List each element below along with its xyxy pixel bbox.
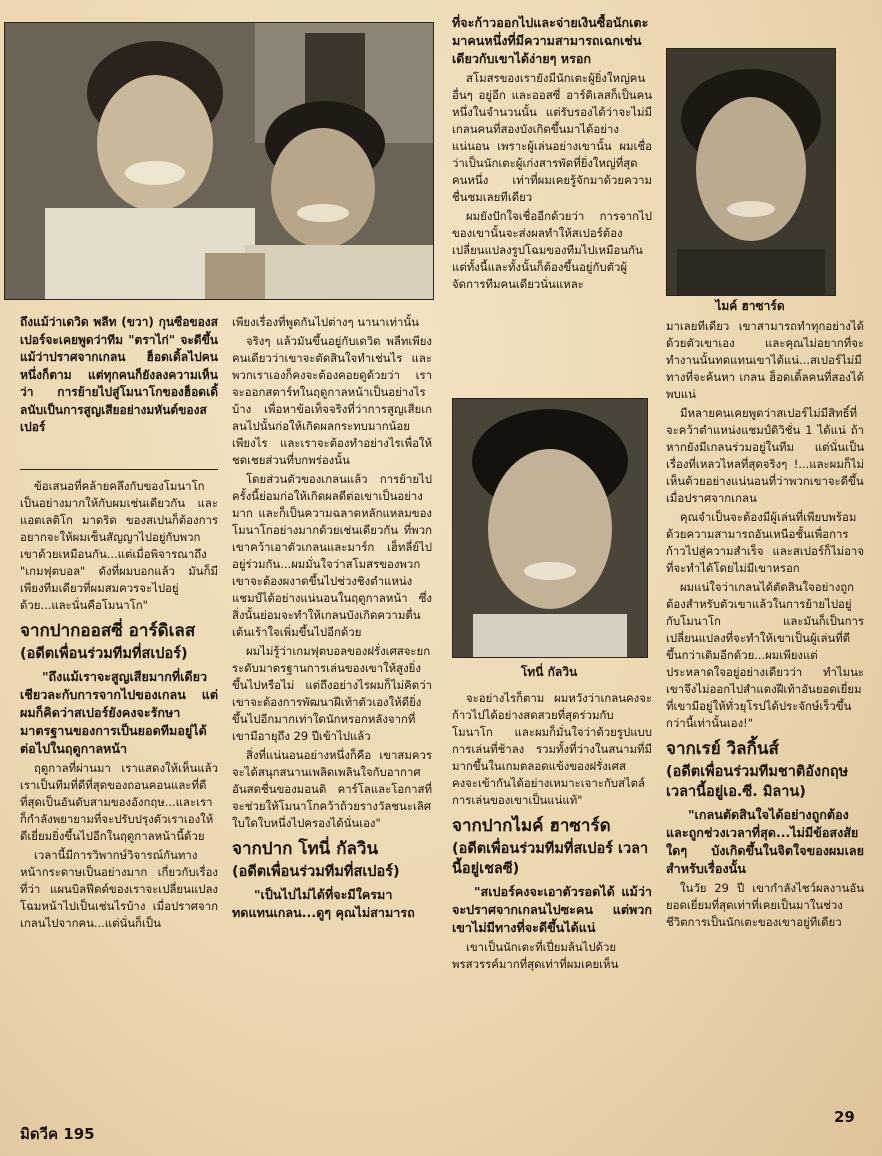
col1-heading: จากปากออสซี่ อาร์ดิเลส [20, 621, 196, 641]
col3-paragraph-3: จะอย่างไรก็ตาม ผมหวังว่าเกลนคงจะก้าวไปได้อย่างสดสวยที่สุดร่วมกับโมนาโก และผมก็มั่นใจว่าด้วยรูปแบบการเล่นที่ช้าลง รวมทั้งที่ว่างในสนามที่มีมากขึ้นในเกมตลอดแข้งของฝรั่งเศส คงจะเข้ากันได้อย่างเหมาะเจาะกับสไตล์การเล่นของเขาเป็นแน่แท้" [452, 691, 652, 807]
col1-paragraph-1: ข้อเสนอที่คล้ายคลึงกับของโมนาโก เป็นอย่างมากให้กับผมเช่นเดียวกัน และแอตเลติโก มาดริด ของสเปนก็ต้องการอยากจะให้ผมเซ็นสัญญาไปอยู่กับพวกเขาด้วยเหมือนกัน...แต่เมื่อพิจารณาถึง "เกมฟุตบอล" ดังที่ผมบอกแล้ว มันก็มีเพียงทีมเดียวที่ผมสมควรจะไปอยู่ด้วย...และนั่นคือโมนาโก" [20, 479, 218, 612]
column-4 [666, 318, 864, 1100]
col1-subheading: (อดีตเพื่อนร่วมทีมที่สเปอร์) [20, 646, 188, 662]
col2-paragraph-2: จริงๆ แล้วมันขึ้นอยู่กับเดวิด พลีทเพียงคนเดียวว่าเขาจะตัดสินใจทำเช่นไร และพวกเราเองก็คงจะต้องคอยดูด้วยว่า เราจะออกสตาร์ทในฤดูกาลหน้าเป็นอย่างไรบ้าง เพื่อหาข้อเท็จจริงที่ว่าการสูญเสียเกลนไปนั้นก่อให้เกิดผลกระทบมากน้อยเพียงไร และเราจะต้องทำอย่างไรเพื่อให้ชดเชยส่วนที่บกพร่องนั้น [232, 334, 432, 467]
col4-paragraph-2: มีหลายคนเคยพูดว่าสเปอร์ไม่มีสิทธิ์ที่จะคว้าตำแหน่งแชมป์ดิวิชั่น 1 ได้แน่ ถ้าหากยังมีเกลนร่วมอยู่ในทีม แต่นั่นเป็นเรื่องที่เหลวไหลที่สุดจริงๆ !...และผมก็ไม่เห็นด้วยอย่างแน่นอนที่ว่าพวกเขาจะดีขึ้นเมื่อปราศจากเกลน [666, 406, 864, 505]
col2-subheading: (อดีตเพื่อนร่วมทีมที่สเปอร์) [232, 864, 400, 880]
caption-tony-galvin: โทนี่ กัลวิน [520, 665, 578, 679]
col2-paragraph-4: ผมไม่รู้ว่าเกมฟุตบอลของฝรั่งเศสจะยกระดับมาตรฐานการเล่นของเขาให้สูงยิ่งขึ้นไปหรือไม่ แต่ถึงอย่างไรผมก็ไม่คิดว่าเขาจะต้องการพัฒนาฝีเท้าตัวเองให้ดียิ่งขึ้นไปอีกมากเท่าใดนักหรอกหลังจากที่เขามีอายุถึง 29 ปีเข้าไปแล้ว [232, 644, 432, 743]
column-2 [232, 314, 432, 1096]
photo-mike-hazard [666, 48, 836, 296]
caption-mike-hazard: ไมค์ ฮาซาร์ด [715, 299, 785, 313]
column-3-bottom [452, 690, 652, 1098]
col3-quote-top: ที่จะก้าวออกไปและจ่ายเงินซื้อนักเตะมาคนหนึ่งที่มีความสามารถเฉกเช่นเดียวกับเขาได้ง่ายๆ หรอก [452, 15, 649, 66]
col1-quote: "ถึงแม้เราจะสูญเสียมากที่เดียวเชียวละกับการจากไปของเกลน แต่ผมก็คิดว่าสเปอร์ยังคงจะรักษามาตรฐานของการเป็นยอดทีมอยู่ได้ต่อไปในฤดูกาลหน้า [20, 669, 218, 756]
col2-quote: "เป็นไปไม่ได้ที่จะมีใครมาทดแทนเกลน...ดูๆ คุณไม่สามารถ [232, 887, 415, 920]
caption-text: ถึงแม้ว่าเดวิด พลีท (ขวา) กุนซือของสเปอร์จะเคยพูดว่าทีม "ตราไก่" จะดีขึ้น แม้ว่าปราศจากเกลน ฮ็อดเดิ้ลไปคนหนึ่งก็ตาม แต่ทุกคนก็ยังลงความเห็นว่า การย้ายไปสู่โมนาโกของฮ็อดเดิ้ลนับเป็นการสูญเสียอย่างมหันต์ของสเปอร์ [20, 315, 218, 434]
photo-two-men [4, 22, 434, 300]
photo-two-men-drawing [5, 23, 433, 299]
col4-paragraph-1: มาเลยทีเดียว เขาสามารถทำทุกอย่างได้ด้วยตัวเขาเอง และคุณไม่อยากที่จะทำงานนั้นทดแทนเขาได้แน่...สเปอร์ไม่มีทางที่จะค้นหา เกลน ฮ็อดเดิ้ลคนที่สองได้พบแน่ [666, 319, 864, 401]
col2-paragraph-1: เพียงเรื่องที่พูดกันไปต่างๆ นานาเท่านั้น [232, 315, 419, 329]
col2-paragraph-3: โดยส่วนตัวของเกลนแล้ว การย้ายไปครั้งนี้ย่อมก่อให้เกิดผลดีต่อเขาเป็นอย่างมาก และก็เป็นความฉลาดหลักแหลมของโมนาโกอย่างมากด้วยเช่นเดียวกัน ที่พวกเขาคว้าเอาตัวเกลนและมาร์ก เฮ็ทลี่ย์ไปอยู่ร่วมกัน...ผมมั่นใจว่าสโมสรของพวกเขาจะต้องผงาดขึ้นไปช่วงชิงตำแหน่งแชมป์ได้อย่างแน่นอนในฤดูกาลหน้า ซึ่งสิ่งนั้นย่อมจะทำให้เกลนบังเกิดความตื่นเต้นเร้าใจเพิ่มขึ้นไปอีกด้วย [232, 472, 432, 639]
col4-paragraph-3: คุณจำเป็นจะต้องมีผู้เล่นที่เพียบพร้อมด้วยความสามารถอันเหนือชั้นเพื่อการก้าวไปสู่ความสำเร็จ และสเปอร์ก็ไม่อาจที่จะทำได้โดยไม่มีเขาหรอก [666, 510, 864, 575]
col4-quote: "เกลนตัดสินใจได้อย่างถูกต้อง และถูกช่วงเวลาที่สุด...ไม่มีข้อสงสัยใดๆ บังเกิดขึ้นในจิตใจของผมเลยสำหรับเรื่องนั้น [666, 807, 864, 876]
col4-paragraph-4: ผมแน่ใจว่าเกลนได้ตัดสินใจอย่างถูกต้องสำหรับตัวเขาแล้วในการย้ายไปอยู่กับโมนาโก และมันก็เป็นการเปลี่ยนแปลงที่จะทำให้เขาเป็นผู้เล่นที่ดีขึ้นกว่าเดิมอีกด้วย...ผมเพียงแต่ประหลาดใจอยู่อย่างเดียวว่า ทำไมนะเขาจึงไม่ออกไปสำแดงฝีเท้าอันยอดเยี่ยมที่เขามีอยู่ให้ทั่วยุโรปได้ประจักษ์เร็วขึ้นกว่านี้เท่านั้นเอง!" [666, 580, 864, 730]
col1-paragraph-2: ฤดูกาลที่ผ่านมา เราแสดงให้เห็นแล้ว เราเป็นทีมที่ดีที่สุดของถอนคอนและที่ดีที่สุดเป็นอันดับสามของอังกฤษ...และเราก็กำลังพยายามที่จะปรับปรุงตัวเราเองให้ดีเยี่ยมยิ่งขึ้นไปอีกในฤดูกาลหน้านี้ด้วย [20, 761, 218, 843]
column-1 [20, 478, 218, 1096]
photo-tony-galvin-drawing [453, 399, 647, 657]
col1-paragraph-3: เวลานี้มีการวิพากษ์วิจารณ์กันทางหน้ากระดาษเป็นอย่างมาก เกี่ยวกับเรื่องที่ว่า แผนบิลฟีดด์ของเราจะเปลี่ยนแปลงโฉมหน้าไปเป็นเช่นไรบ้าง เมื่อปราศจากเกลนไปจากคน...แต่นั่นก็เป็น [20, 848, 218, 930]
col4-heading: จากเรย์ วิลกิ้นส์ [666, 739, 779, 759]
page-number: 29 [834, 1108, 855, 1126]
footer-magazine-name: มิดวีค 195 [20, 1125, 95, 1143]
col3-subheading: (อดีตเพื่อนร่วมทีมที่สเปอร์ เวลานี้อยู่เชลซี) [452, 841, 649, 877]
col2-paragraph-5: สิ่งที่แน่นอนอย่างหนึ่งก็คือ เขาสมควรจะได้สนุกสนานเพลิดเพลินใจกับอากาศอันสดชื่นของมอนติ คาร์โลและโอกาสที่จะช่วยให้โมนาโกคว้าถ้วยรางวัลชนะเลิศใบใดใบหนึ่งไปครองได้นั่นเอง" [232, 748, 432, 830]
col3-paragraph-4: เขาเป็นนักเตะที่เปี่ยมล้นไปด้วยพรสวรรค์มากที่สุดเท่าที่ผมเคยเห็น [452, 940, 619, 971]
col2-heading: จากปาก โทนี่ กัลวิน [232, 839, 379, 859]
col3-quote: "สเปอร์คงจะเอาตัวรอดได้ แม้ว่าจะปราศจากเกลนไปซะคน แต่พวกเขาไม่มีทางที่จะดีขึ้นได้แน่ [452, 884, 652, 935]
col3-paragraph-2: ผมยังปักใจเชื่ออีกด้วยว่า การจากไปของเขานั้นจะส่งผลทำให้สเปอร์ต้องเปลี่ยนแปลงรูปโฉมของทีมไปเหมือนกัน แต่ทั้งนี้และทั้งนั้นก็ต้องขึ้นอยู่กับตัวผู้จัดการทีมคนเดียวนั่นแหละ [452, 209, 652, 291]
photo-mike-hazard-drawing [667, 49, 835, 295]
col4-paragraph-5: ในวัย 29 ปี เขากำลังไชว์ผลงานอันยอดเยี่ยมที่สุดเท่าที่เคยเป็นมาในช่วงชีวิตการเป็นนักเตะของเขาอยู่ทีเดียว [666, 881, 864, 929]
photo-tony-galvin [452, 398, 648, 658]
col3-paragraph-1: สโมสรของเรายังมีนักเตะผู้ยิ่งใหญ่คนอื่นๆ อยู่อีก และออสซี่ อาร์ดิเลสก็เป็นคนหนึ่งในจำนวนนั้น แต่รับรองได้ว่าจะไม่มีเกลนคนที่สองบังเกิดขึ้นมาได้อย่างแน่นอน เพราะผู้เล่นอย่างเขานั้น ผมเชื่อว่าเป็นนักเตะผู้เก่งสารพัดที่ยิ่งใหญ่ที่สุดคนหนึ่ง เท่าที่ผมเคยรู้จักมาด้วยความชื่นชมเลยทีเดียว [452, 71, 652, 204]
divider-col1 [20, 469, 218, 470]
photo-caption-top [20, 314, 218, 464]
column-3-top [452, 14, 652, 388]
col3-heading: จากปากไมค์ ฮาซาร์ด [452, 816, 611, 836]
col4-subheading: (อดีตเพื่อนร่วมทีมชาติอังกฤษ เวลานี้อยู่เอ.ซี. มิลาน) [666, 764, 849, 800]
